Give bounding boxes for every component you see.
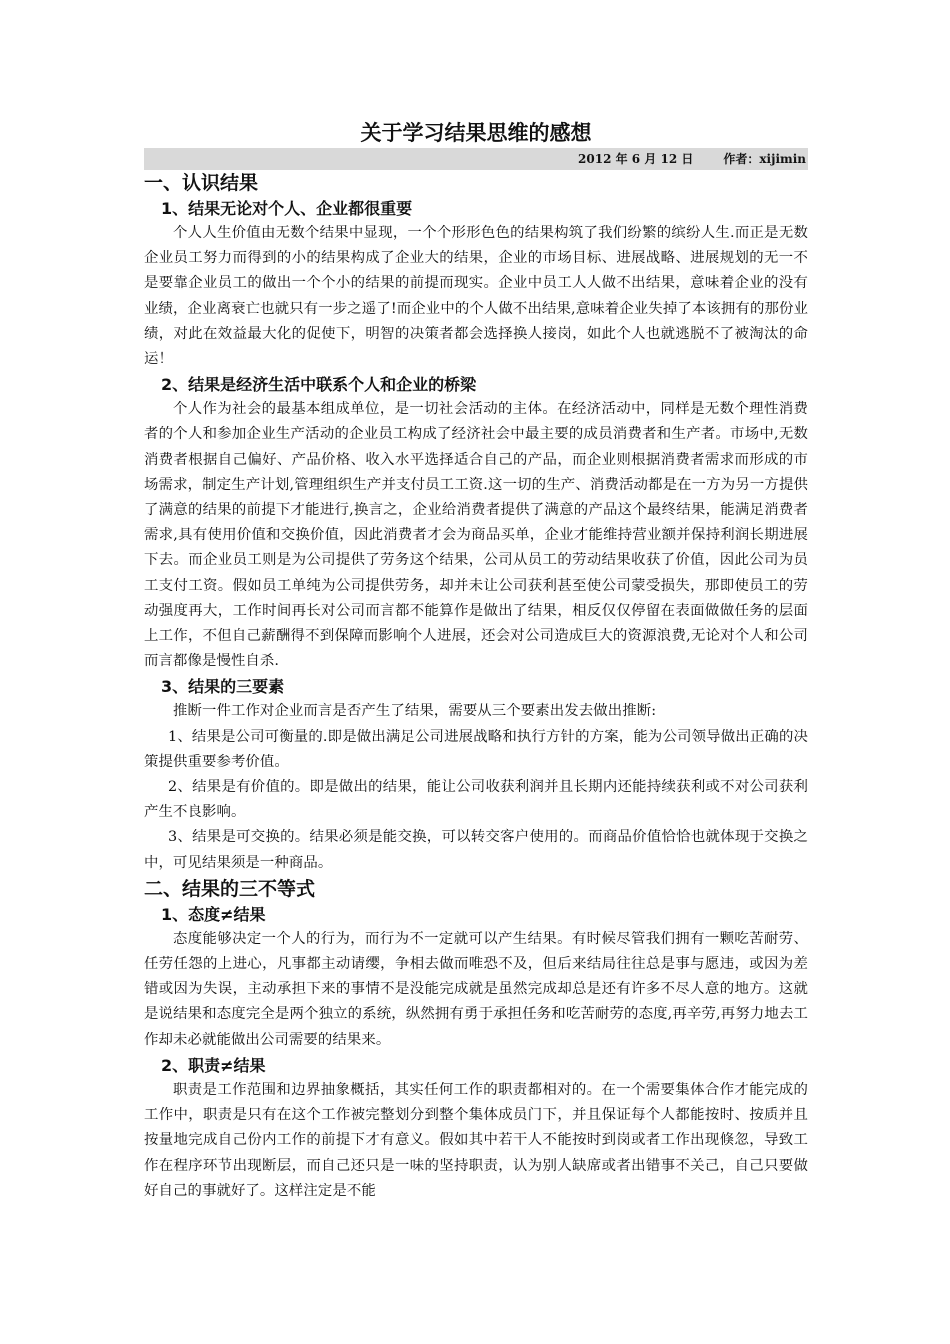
paragraph: 个人作为社会的最基本组成单位，是一切社会活动的主体。在经济活动中，同样是无数个理性消费者的个人和参加企业生产活动的企业员工构成了经济社会中最主要的成员消费者和生产者。市场中,无数消费者根据自己偏好、产品价格、收入水平选择适合自己的产品，而企业则根据消费者需求而形成的市场需求，制定生产计划,管理组织生产并支付员工工资.这一切的生产、消费活动都是在一方为另一方提供了满意的结果的前提下才能进行,换言之，企业给消费者提供了满意的产品这个最终结果，能满足消费者需求,具有使用价值和交换价值，因此消费者才会为商品买单，企业才能维持营业额并保持利润长期进展下去。而企业员工则是为公司提供了劳务这个结果，公司从员工的劳动结果收获了价值，因此公司为员工支付工资。假如员工单纯为公司提供劳务，却并未让公司获利甚至使公司蒙受损失，那即使员工的劳动强度再大，工作时间再长对公司而言都不能算作是做出了结果，相反仅仅停留在表面做做任务的层面上工作，不但自己薪酬得不到保障而影响个人进展，还会对公司造成巨大的资源浪费,无论对个人和公司而言都像是慢性自杀. xyxy=(144,401,808,670)
subsection-heading-1-3: 3、结果的三要素 xyxy=(161,677,285,697)
meta-bar xyxy=(144,148,808,170)
list-item: 3、结果是可交换的。结果必须是能交换，可以转交客户使用的。而商品价值恰恰也就体现于交换之中，可见结果须是一种商品。 xyxy=(144,829,808,871)
section-heading-1: 一、认识结果 xyxy=(144,172,259,194)
paragraph: 态度能够决定一个人的行为，而行为不一定就可以产生结果。有时候尽管我们拥有一颗吃苦耐劳、任劳任怨的上进心，凡事都主动请缨，争相去做而唯恐不及，但后来结局往往总是事与愿违，或因为差错或因为失误，主动承担下来的事情不是没能完成就是虽然完成却总是还有许多不尽人意的地方。这就是说结果和态度完全是两个独立的系统，纵然拥有勇于承担任务和吃苦耐劳的态度,再辛劳,再努力地去工作却未必就能做出公司需要的结果来。 xyxy=(144,930,808,1048)
document-author: 作者：xijimin xyxy=(723,152,806,166)
paragraph: 职责是工作范围和边界抽象概括，其实任何工作的职责都相对的。在一个需要集体合作才能完成的工作中，职责是只有在这个工作被完整划分到整个集体成员门下，并且保证每个人都能按时、按质并且按量地完成自己份内工作的前提下才有意义。假如其中若干人不能按时到岗或者工作出现倏忽，导致工作在程序环节出现断层，而自己还只是一味的坚持职责，认为别人缺席或者出错事不关己，自己只要做好自己的事就好了。这样注定是不能 xyxy=(144,1081,808,1199)
paragraph: 个人人生价值由无数个结果中显现，一个个形形色色的结果构筑了我们纷繁的缤纷人生.而正是无数企业员工努力而得到的小的结果构成了企业大的结果，企业的市场目标、进展战略、进展规划的无一不是要靠企业员工的做出一个个小的结果的前提而现实。企业中员工人人做不出结果，意味着企业的没有业绩，企业离衰亡也就只有一步之遥了!而企业中的个人做不出结果,意味着企业失掉了本该拥有的那份业绩，对此在效益最大化的促使下，明智的决策者都会选择换人接岗，如此个人也就逃脱不了被淘汰的命运！ xyxy=(144,225,808,368)
subsection-heading-1-1: 1、结果无论对个人、企业都很重要 xyxy=(161,199,413,218)
subsection-heading-2-1: 1、态度≠结果 xyxy=(161,904,266,924)
list-item: 2、结果是有价值的。即是做出的结果，能让公司收获利润并且长期内还能持续获利或不对公司获利产生不良影响。 xyxy=(144,779,808,821)
section-heading-2: 二、结果的三不等式 xyxy=(144,877,316,900)
document-page xyxy=(144,118,808,1204)
document-date: 2012 年 6 月 12 日 xyxy=(578,152,694,166)
subsection-heading-2-2: 2、职责≠结果 xyxy=(161,1055,266,1075)
list-item: 1、结果是公司可衡量的.即是做出满足公司进展战略和执行方针的方案，能为公司领导做出正确的决策提供重要参考价值。 xyxy=(144,728,808,770)
subsection-heading-1-2: 2、结果是经济生活中联系个人和企业的桥梁 xyxy=(161,375,477,395)
document-title: 关于学习结果思维的感想 xyxy=(360,121,592,145)
paragraph: 推断一件工作对企业而言是否产生了结果，需要从三个要素出发去做出推断: xyxy=(173,703,657,720)
